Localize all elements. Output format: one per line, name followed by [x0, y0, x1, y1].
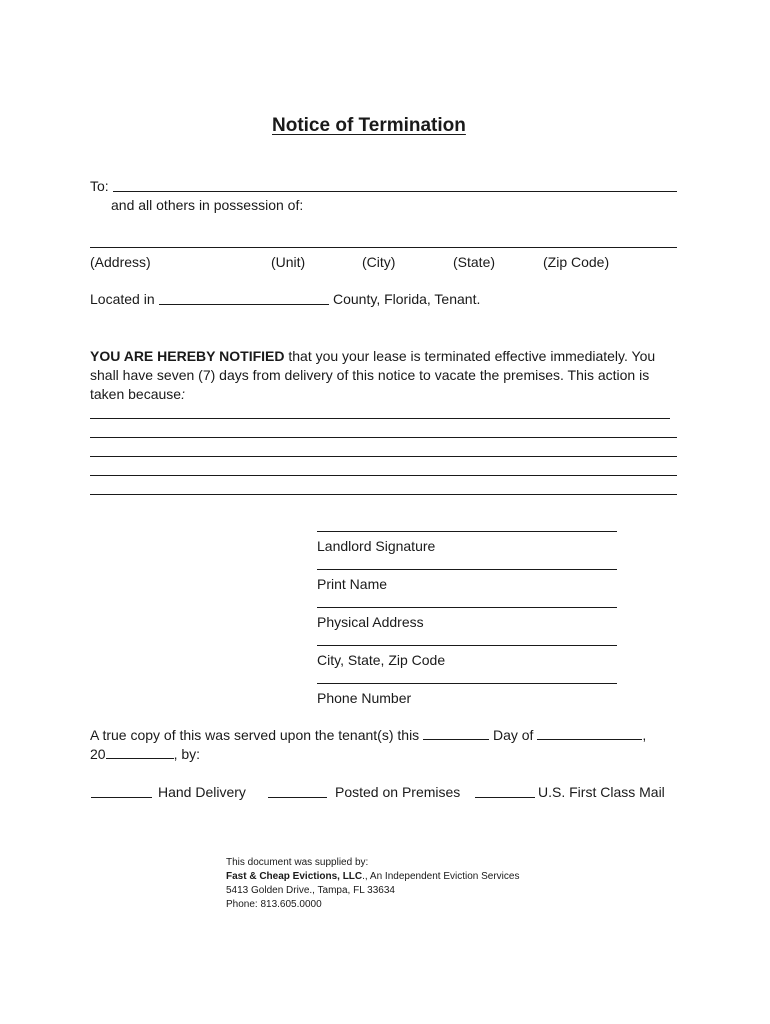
service-text-b: Day of: [492, 727, 534, 743]
others-in-possession-text: and all others in possession of:: [111, 197, 304, 213]
zip-code-label: (Zip Code): [543, 254, 610, 270]
footer-phone: Phone: 813.605.0000: [226, 899, 322, 910]
footer-address: 5413 Golden Drive., Tampa, FL 33634: [226, 885, 395, 896]
service-text-a: A true copy of this was served upon the tenant(s) this: [90, 727, 420, 743]
notice-paragraph: [90, 347, 680, 404]
service-text-c: ,: [642, 727, 647, 743]
print-name-field[interactable]: [317, 569, 617, 570]
reason-line-4[interactable]: [90, 475, 677, 476]
phone-number-field[interactable]: [317, 683, 617, 684]
notice-body-text: that you your lease is terminated effective immediately. You shall have seven (7) days from delivery of this notice to vacate the premises. This action is taken because: [90, 348, 656, 402]
service-line-1: [90, 726, 646, 744]
service-by-text: , by:: [173, 746, 201, 762]
posted-on-premises-label: Posted on Premises: [335, 784, 461, 800]
service-day-field[interactable]: [423, 727, 489, 740]
address-label: (Address): [90, 254, 151, 270]
footer-supplied-by: This document was supplied by:: [226, 857, 369, 868]
hand-delivery-label: Hand Delivery: [158, 784, 246, 800]
unit-label: (Unit): [271, 254, 306, 270]
service-year-prefix: 20: [90, 746, 106, 762]
footer-company-suffix: ., An Independent Eviction Services: [362, 871, 520, 882]
page-title: Notice of Termination: [272, 115, 466, 136]
notice-bold-text: YOU ARE HEREBY NOTIFIED: [90, 348, 285, 364]
city-state-zip-field[interactable]: [317, 645, 617, 646]
print-name-label: Print Name: [317, 576, 388, 592]
city-label: (City): [362, 254, 396, 270]
posted-on-premises-field[interactable]: [268, 797, 327, 798]
to-name-field[interactable]: [113, 191, 677, 192]
phone-number-label: Phone Number: [317, 690, 412, 706]
physical-address-field[interactable]: [317, 607, 617, 608]
reason-line-5[interactable]: [90, 494, 677, 495]
county-field[interactable]: [159, 304, 329, 305]
to-label: To:: [90, 178, 109, 194]
first-class-mail-label: U.S. First Class Mail: [538, 784, 665, 800]
landlord-signature-field[interactable]: [317, 531, 617, 532]
reason-line-3[interactable]: [90, 456, 677, 457]
hand-delivery-field[interactable]: [91, 797, 152, 798]
landlord-signature-label: Landlord Signature: [317, 538, 436, 554]
first-class-mail-field[interactable]: [475, 797, 535, 798]
reason-line-2[interactable]: [90, 437, 677, 438]
state-label: (State): [453, 254, 496, 270]
city-state-zip-label: City, State, Zip Code: [317, 652, 446, 668]
service-line-2: [90, 745, 200, 763]
located-in-suffix: County, Florida, Tenant.: [333, 291, 481, 307]
footer-company-name: Fast & Cheap Evictions, LLC: [226, 871, 363, 882]
reason-line-1[interactable]: [90, 418, 670, 419]
footer-company-line: [226, 870, 519, 884]
notice-colon: :: [181, 386, 185, 402]
address-field[interactable]: [90, 247, 677, 248]
service-month-field[interactable]: [537, 727, 642, 740]
located-in-prefix: Located in: [90, 291, 155, 307]
service-year-field[interactable]: [106, 746, 174, 759]
physical-address-label: Physical Address: [317, 614, 424, 630]
